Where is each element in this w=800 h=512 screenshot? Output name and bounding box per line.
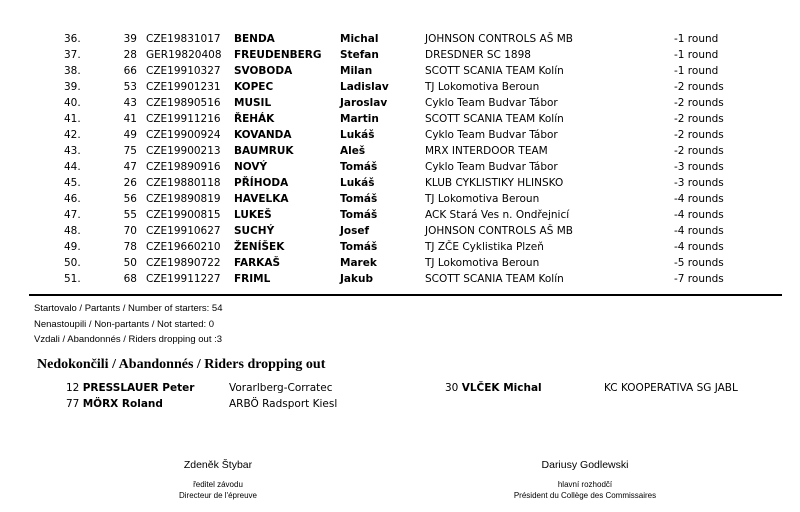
bib-number: 53 bbox=[123, 81, 137, 93]
bib-number: 47 bbox=[123, 161, 137, 173]
gap: -2 rounds bbox=[674, 113, 724, 125]
gap: -5 rounds bbox=[674, 257, 724, 269]
divider bbox=[29, 294, 782, 296]
rider-team: KC KOOPERATIVA SG JABL bbox=[604, 382, 738, 394]
surname: KOPEC bbox=[234, 81, 274, 93]
surname: NOVÝ bbox=[234, 161, 268, 173]
bib-number: 43 bbox=[123, 97, 137, 109]
signatory-role-fr: Directeur de l'épreuve bbox=[178, 491, 257, 500]
team-name: SCOTT SCANIA TEAM Kolín bbox=[425, 273, 564, 285]
first-name: Tomáš bbox=[340, 161, 378, 173]
rider-team: ARBÖ Radsport Kiesl bbox=[229, 398, 338, 410]
gap: -3 rounds bbox=[674, 177, 724, 189]
first-name: Josef bbox=[340, 225, 370, 237]
gap: -4 rounds bbox=[674, 225, 724, 237]
rank: 36. bbox=[64, 33, 81, 45]
bib-number: 66 bbox=[123, 65, 137, 77]
team-name: Cyklo Team Budvar Tábor bbox=[425, 129, 558, 141]
bib-number: 75 bbox=[123, 145, 137, 157]
first-name: Aleš bbox=[340, 145, 366, 157]
gap: -3 rounds bbox=[674, 161, 724, 173]
team-name: Cyklo Team Budvar Tábor bbox=[425, 161, 558, 173]
signatory-name: Dariusy Godlewski bbox=[541, 459, 629, 471]
rank: 51. bbox=[64, 273, 81, 285]
team-name: SCOTT SCANIA TEAM Kolín bbox=[425, 65, 564, 77]
team-name: SCOTT SCANIA TEAM Kolín bbox=[425, 113, 564, 125]
surname: MUSIL bbox=[234, 97, 272, 109]
rider-name: PRESSLAUER Peter bbox=[82, 382, 195, 394]
surname: LUKEŠ bbox=[234, 209, 272, 221]
rank: 41. bbox=[64, 113, 81, 125]
gap: -7 rounds bbox=[674, 273, 724, 285]
rank: 38. bbox=[64, 65, 81, 77]
team-name: KLUB CYKLISTIKY HLINSKO bbox=[425, 177, 564, 189]
uci-code: CZE19901231 bbox=[146, 81, 221, 93]
rank: 39. bbox=[64, 81, 81, 93]
rank: 37. bbox=[64, 49, 81, 61]
surname: FARKAŠ bbox=[234, 257, 281, 269]
rank: 49. bbox=[64, 241, 81, 253]
rank: 40. bbox=[64, 97, 81, 109]
team-name: TJ Lokomotiva Beroun bbox=[425, 257, 540, 269]
first-name: Tomáš bbox=[340, 209, 378, 221]
bib-number: 41 bbox=[123, 113, 137, 125]
surname: FREUDENBERG bbox=[234, 49, 322, 61]
bib-number: 49 bbox=[123, 129, 137, 141]
uci-code: CZE19880118 bbox=[146, 177, 221, 189]
dropping-out-stat: Vzdali / Abandonnés / Riders dropping out :3 bbox=[34, 334, 223, 345]
bib-number: 55 bbox=[123, 209, 137, 221]
uci-code: CZE19900815 bbox=[146, 209, 221, 221]
bib-number: 56 bbox=[123, 193, 137, 205]
first-name: Martin bbox=[340, 113, 379, 125]
first-name: Jakub bbox=[340, 273, 373, 285]
abandoned-rider bbox=[445, 380, 542, 396]
signatory-role-cz: ředitel závodu bbox=[193, 480, 243, 489]
gap: -4 rounds bbox=[674, 193, 724, 205]
team-name: ACK Stará Ves n. Ondřejnicí bbox=[425, 209, 570, 221]
surname: ŘEHÁK bbox=[234, 113, 275, 125]
rank: 44. bbox=[64, 161, 81, 173]
uci-code: CZE19660210 bbox=[146, 241, 221, 253]
surname: HAVELKA bbox=[234, 193, 289, 205]
abandoned-rider bbox=[66, 396, 163, 412]
team-name: DRESDNER SC 1898 bbox=[425, 49, 531, 61]
team-name: JOHNSON CONTROLS AŠ MB bbox=[425, 225, 573, 237]
gap: -4 rounds bbox=[674, 209, 724, 221]
first-name: Ladislav bbox=[340, 81, 389, 93]
surname: PŘÍHODA bbox=[234, 177, 289, 189]
first-name: Stefan bbox=[340, 49, 379, 61]
first-name: Jaroslav bbox=[340, 97, 388, 109]
gap: -2 rounds bbox=[674, 97, 724, 109]
bib-number: 39 bbox=[123, 33, 137, 45]
first-name: Marek bbox=[340, 257, 377, 269]
first-name: Tomáš bbox=[340, 241, 378, 253]
rider-name: VLČEK Michal bbox=[461, 382, 542, 394]
surname: BAUMRUK bbox=[234, 145, 294, 157]
gap: -1 round bbox=[674, 65, 719, 77]
team-name: TJ Lokomotiva Beroun bbox=[425, 81, 540, 93]
team-name: Cyklo Team Budvar Tábor bbox=[425, 97, 558, 109]
rank: 46. bbox=[64, 193, 81, 205]
signatory-role-cz: hlavní rozhodčí bbox=[557, 480, 613, 489]
surname: BENDA bbox=[234, 33, 275, 45]
not-started-stat: Nenastoupili / Non-partants / Not started: 0 bbox=[34, 319, 215, 330]
signatory-name: Zdeněk Štybar bbox=[183, 459, 253, 471]
bib-number: 77 bbox=[66, 398, 80, 410]
gap: -1 round bbox=[674, 33, 719, 45]
first-name: Lukáš bbox=[340, 177, 375, 189]
first-name: Milan bbox=[340, 65, 373, 77]
bib-number: 12 bbox=[66, 382, 80, 394]
bib-number: 50 bbox=[123, 257, 137, 269]
uci-code: CZE19910627 bbox=[146, 225, 221, 237]
rider-name: MÖRX Roland bbox=[82, 398, 163, 410]
surname: KOVANDA bbox=[234, 129, 292, 141]
team-name: JOHNSON CONTROLS AŠ MB bbox=[425, 33, 573, 45]
first-name: Lukáš bbox=[340, 129, 375, 141]
bib-number: 26 bbox=[123, 177, 137, 189]
uci-code: CZE19890819 bbox=[146, 193, 221, 205]
signature-block-director bbox=[118, 458, 318, 501]
uci-code: CZE19890916 bbox=[146, 161, 221, 173]
bib-number: 70 bbox=[123, 225, 137, 237]
uci-code: GER19820408 bbox=[146, 49, 222, 61]
bib-number: 30 bbox=[445, 382, 459, 394]
uci-code: CZE19900213 bbox=[146, 145, 221, 157]
uci-code: CZE19911227 bbox=[146, 273, 221, 285]
signature-block-commissaire bbox=[450, 458, 720, 501]
signatory-role-fr: Président du Collège des Commissaires bbox=[513, 491, 657, 500]
gap: -2 rounds bbox=[674, 145, 724, 157]
rank: 43. bbox=[64, 145, 81, 157]
rider-team: Vorarlberg-Corratec bbox=[229, 382, 333, 394]
abandoned-rider bbox=[66, 380, 194, 396]
starters-stat: Startovalo / Partants / Number of starters: 54 bbox=[34, 303, 223, 314]
bib-number: 68 bbox=[123, 273, 137, 285]
rank: 50. bbox=[64, 257, 81, 269]
uci-code: CZE19911216 bbox=[146, 113, 221, 125]
surname: FRIML bbox=[234, 273, 271, 285]
rank: 48. bbox=[64, 225, 81, 237]
surname: SUCHÝ bbox=[234, 225, 275, 237]
team-name: MRX INTERDOOR TEAM bbox=[425, 145, 548, 157]
uci-code: CZE19890722 bbox=[146, 257, 221, 269]
rank: 47. bbox=[64, 209, 81, 221]
surname: SVOBODA bbox=[234, 65, 293, 77]
surname: ŽENÍŠEK bbox=[234, 241, 285, 253]
gap: -4 rounds bbox=[674, 241, 724, 253]
bib-number: 28 bbox=[123, 49, 137, 61]
gap: -2 rounds bbox=[674, 129, 724, 141]
uci-code: CZE19900924 bbox=[146, 129, 221, 141]
gap: -2 rounds bbox=[674, 81, 724, 93]
uci-code: CZE19910327 bbox=[146, 65, 221, 77]
first-name: Michal bbox=[340, 33, 379, 45]
abandoned-heading: Nedokončili / Abandonnés / Riders dropping out bbox=[37, 357, 326, 372]
rank: 42. bbox=[64, 129, 81, 141]
team-name: TJ Lokomotiva Beroun bbox=[425, 193, 540, 205]
uci-code: CZE19831017 bbox=[146, 33, 221, 45]
team-name: TJ ZČE Cyklistika Plzeň bbox=[425, 241, 544, 253]
first-name: Tomáš bbox=[340, 193, 378, 205]
uci-code: CZE19890516 bbox=[146, 97, 221, 109]
gap: -1 round bbox=[674, 49, 719, 61]
rank: 45. bbox=[64, 177, 81, 189]
bib-number: 78 bbox=[123, 241, 137, 253]
